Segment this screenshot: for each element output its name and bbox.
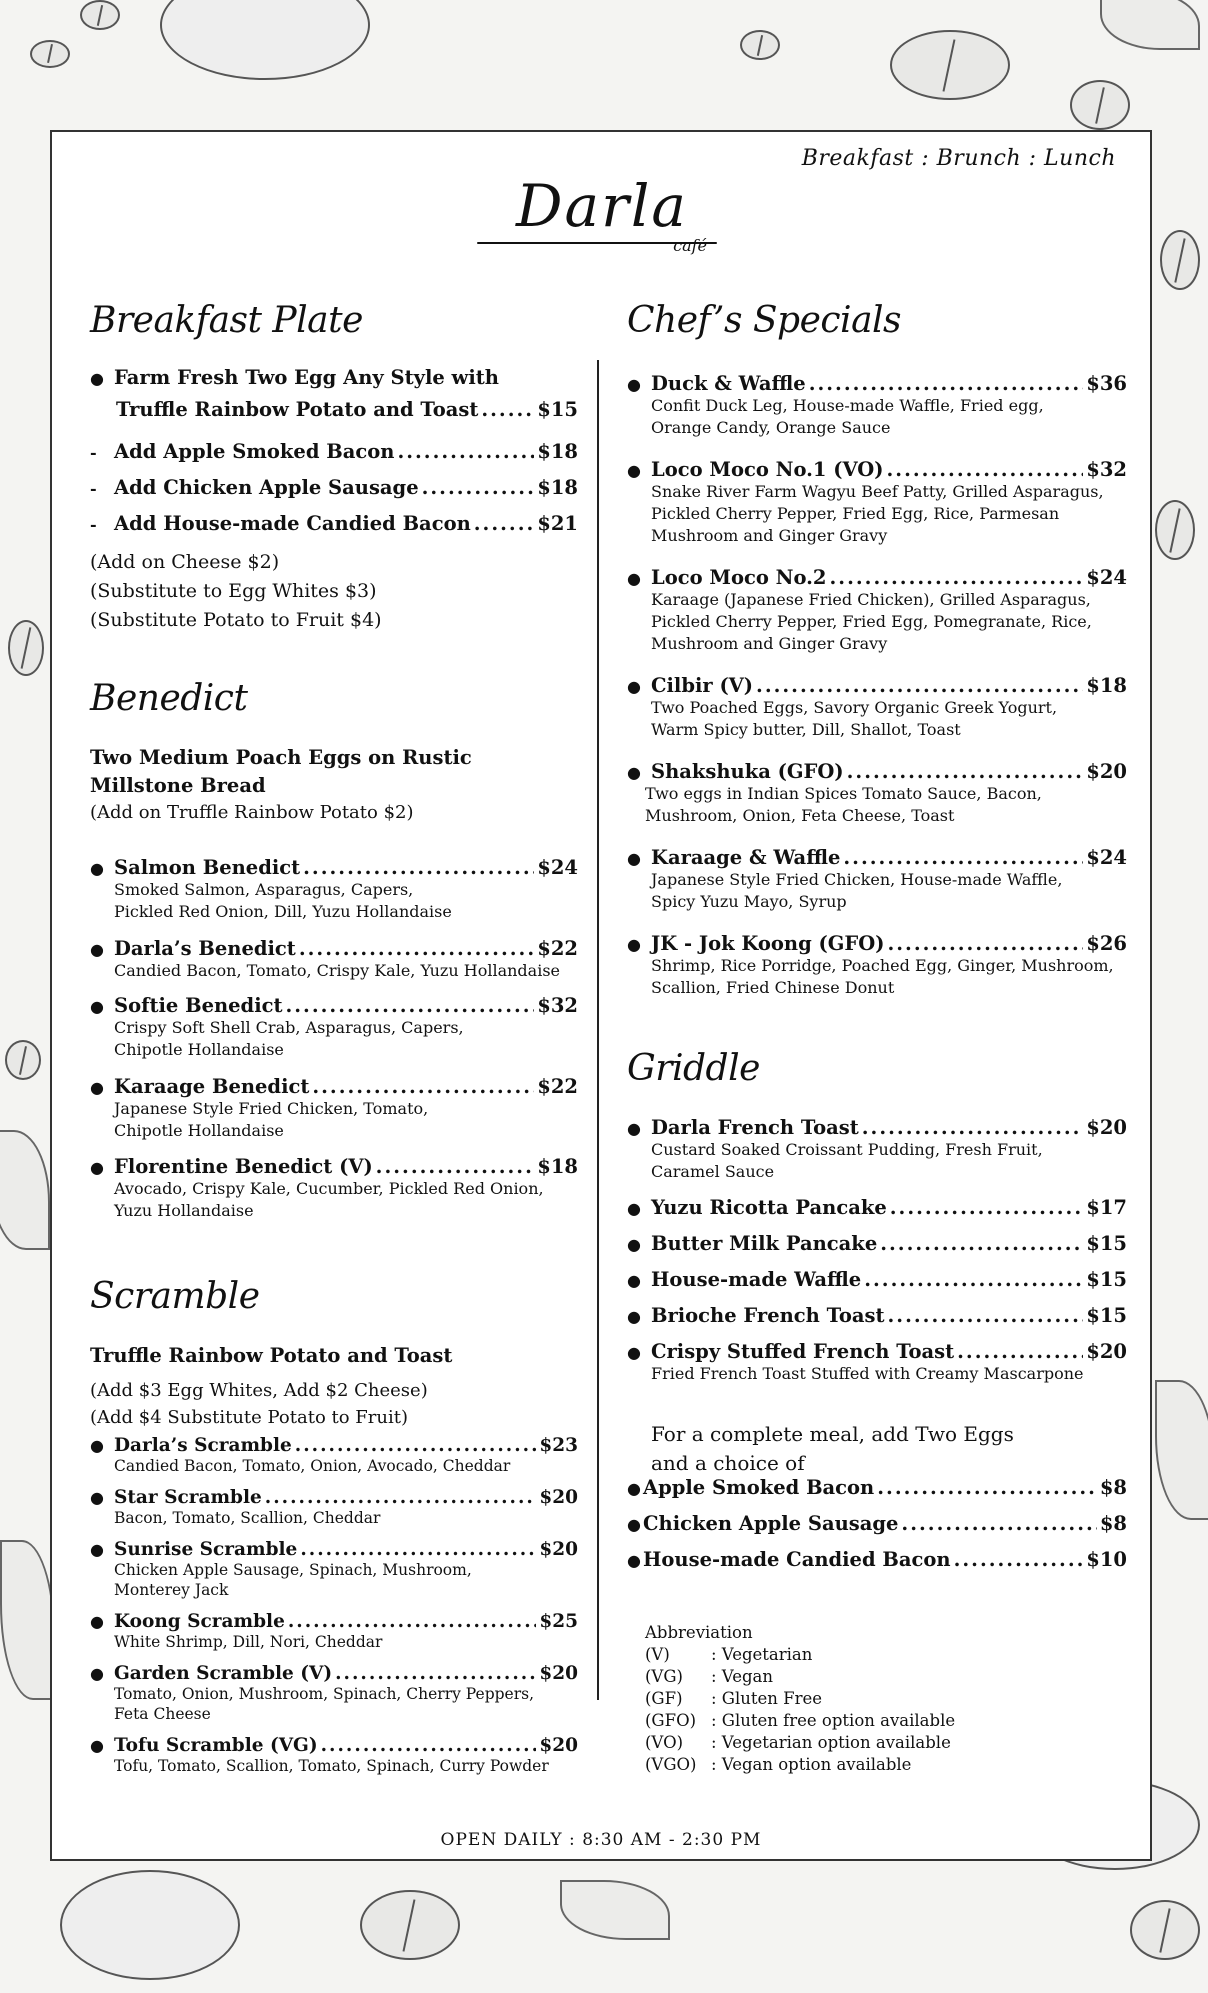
coffee-bean-icon xyxy=(890,30,1010,100)
note-line: For a complete meal, add Two Eggs xyxy=(651,1422,1014,1446)
item-name: Brioche French Toast xyxy=(651,1304,885,1327)
menu-item: ● Loco Moco No.2 ..... $24 Karaage (Japanese Fried Chicken), Grilled Asparagus, Pickled Cherry Pepper, Fried Egg, Pomegranate, Rice, Mushroom and Ginger Gravy xyxy=(627,566,1127,655)
scramble-notes xyxy=(90,1377,428,1431)
tagline: Breakfast : Brunch : Lunch xyxy=(801,146,1116,171)
leaf-icon xyxy=(1155,1380,1208,1520)
coffee-bean-icon xyxy=(1160,230,1200,290)
menu-card xyxy=(50,130,1152,1861)
coffee-bean-icon xyxy=(1070,80,1130,130)
menu-item: ● JK - Jok Koong (GFO) ..... $26 Shrimp, Rice Porridge, Poached Egg, Ginger, Mushroom, Scallion, Fried Chinese Donut xyxy=(627,932,1127,999)
item-price: $20 xyxy=(539,1735,578,1756)
menu-item: ● Yuzu Ricotta Pancake ..... $17 xyxy=(627,1196,1127,1219)
item-price: $20 xyxy=(1086,1116,1127,1139)
item-price: $25 xyxy=(539,1611,578,1632)
logo-subtext: café xyxy=(673,236,707,255)
leaf-icon xyxy=(0,1540,55,1700)
item-description: Custard Soaked Croissant Pudding, Fresh Fruit, Caramel Sauce xyxy=(651,1140,1043,1181)
bullet-icon: ● xyxy=(90,369,104,388)
item-price: $15 xyxy=(1086,1304,1127,1327)
item-name: Koong Scramble xyxy=(114,1611,285,1632)
item-name: House-made Waffle xyxy=(651,1268,862,1291)
item-price: $17 xyxy=(1086,1196,1127,1219)
menu-item: ● Crispy Stuffed French Toast ..... $20 Fried French Toast Stuffed with Creamy Mascarpone xyxy=(627,1340,1127,1385)
note-line: (Substitute to Egg Whites $3) xyxy=(90,580,377,602)
leaf-icon xyxy=(560,1880,670,1940)
side-name: Chicken Apple Sausage xyxy=(643,1512,899,1535)
item-name: Farm Fresh Two Egg Any Style with xyxy=(114,366,499,389)
item-price: $23 xyxy=(539,1435,578,1456)
leaf-icon xyxy=(0,1130,50,1250)
item-price: $22 xyxy=(537,937,578,960)
item-name: Shakshuka (GFO) xyxy=(651,760,844,783)
item-description: Crispy Soft Shell Crab, Asparagus, Capers, Chipotle Hollandaise xyxy=(114,1018,464,1059)
section-title-scramble: Scramble xyxy=(90,1276,260,1317)
item-description: Candied Bacon, Tomato, Onion, Avocado, Cheddar xyxy=(114,1457,511,1475)
menu-item: ● Florentine Benedict (V) ..... $18 Avocado, Crispy Kale, Cucumber, Pickled Red Onion, Yuzu Hollandaise xyxy=(90,1155,578,1222)
item-price: $24 xyxy=(1086,846,1127,869)
menu-item: ● House-made Waffle ..... $15 xyxy=(627,1268,1127,1291)
menu-item: ● Garden Scramble (V) ..... $20 Tomato, Onion, Mushroom, Spinach, Cherry Peppers, Feta Cheese xyxy=(90,1663,578,1724)
item-price: $18 xyxy=(537,1155,578,1178)
opening-hours: OPEN DAILY : 8:30 AM - 2:30 PM xyxy=(440,1830,762,1850)
menu-item: ● Tofu Scramble (VG) ..... $20 Tofu, Tomato, Scallion, Tomato, Spinach, Curry Powder xyxy=(90,1735,578,1776)
item-description: Two Poached Eggs, Savory Organic Greek Yogurt, Warm Spicy butter, Dill, Shallot, Toast xyxy=(651,698,1058,739)
coffee-cup-icon xyxy=(160,0,370,80)
note-line: (Add on Cheese $2) xyxy=(90,551,280,573)
item-name: Darla’s Benedict xyxy=(114,937,296,960)
item-name: Salmon Benedict xyxy=(114,856,301,879)
leaf-icon xyxy=(1100,0,1200,50)
item-description: Avocado, Crispy Kale, Cucumber, Pickled Red Onion, Yuzu Hollandaise xyxy=(114,1179,544,1220)
item-description: Snake River Farm Wagyu Beef Patty, Grilled Asparagus, Pickled Cherry Pepper, Fried Egg, Rice, Parmesan Mushroom and Ginger Gravy xyxy=(651,482,1104,545)
coffee-bean-icon xyxy=(1130,1900,1200,1960)
addon-price: $18 xyxy=(537,440,578,463)
section-title-benedict: Benedict xyxy=(90,678,248,719)
coffee-bean-icon xyxy=(8,620,44,676)
item-price: $15 xyxy=(1086,1232,1127,1255)
addon-name: Add Chicken Apple Sausage xyxy=(114,476,419,499)
item-name: Crispy Stuffed French Toast xyxy=(651,1340,955,1363)
item-name: Duck & Waffle xyxy=(651,372,806,395)
item-name: Truffle Rainbow Potato and Toast xyxy=(116,398,479,421)
side-name: Apple Smoked Bacon xyxy=(643,1476,875,1499)
item-name: Yuzu Ricotta Pancake xyxy=(651,1196,887,1219)
item-price: $22 xyxy=(537,1075,578,1098)
abbreviation-title: Abbreviation xyxy=(645,1623,753,1642)
item-description: Fried French Toast Stuffed with Creamy Mascarpone xyxy=(651,1364,1084,1383)
item-name: Karaage Benedict xyxy=(114,1075,310,1098)
menu-item: ● Darla’s Benedict ..... $22 Candied Bacon, Tomato, Crispy Kale, Yuzu Hollandaise xyxy=(90,937,578,982)
item-price: $20 xyxy=(539,1487,578,1508)
item-price: $15 xyxy=(537,398,578,421)
logo-text: Darla xyxy=(516,172,688,240)
item-description: Karaage (Japanese Fried Chicken), Grilled Asparagus, Pickled Cherry Pepper, Fried Egg, Pomegranate, Rice, Mushroom and Ginger Gravy xyxy=(651,590,1092,653)
menu-item: ● Karaage Benedict ..... $22 Japanese Style Fried Chicken, Tomato, Chipotle Hollandaise xyxy=(90,1075,578,1142)
item-price: $15 xyxy=(1086,1268,1127,1291)
section-title-chefs-specials: Chef’s Specials xyxy=(627,300,902,341)
menu-item: ● Star Scramble ..... $20 Bacon, Tomato, Scallion, Cheddar xyxy=(90,1487,578,1528)
item-description: Smoked Salmon, Asparagus, Capers, Pickled Red Onion, Dill, Yuzu Hollandaise xyxy=(114,880,452,921)
side-item: ● House-made Candied Bacon ..... $10 xyxy=(627,1548,1127,1571)
addon-item: - Add Chicken Apple Sausage ..... $18 xyxy=(90,476,578,499)
item-name: JK - Jok Koong (GFO) xyxy=(651,932,885,955)
item-name: Tofu Scramble (VG) xyxy=(114,1735,318,1756)
breakfast-notes xyxy=(90,548,382,635)
item-name: Loco Moco No.1 (VO) xyxy=(651,458,884,481)
benedict-subhead: Two Medium Poach Eggs on Rustic Millstone Bread xyxy=(90,746,472,797)
abbreviation-table: (V) : Vegetarian (VG) : Vegan (GF) : Gluten Free (GFO) : Gluten free option available (VO) : Vegetarian option available (VGO) : Vegan option available xyxy=(645,1645,956,1774)
item-price: $20 xyxy=(1086,1340,1127,1363)
menu-item: ● Sunrise Scramble ..... $20 Chicken Apple Sausage, Spinach, Mushroom, Monterey Jack xyxy=(90,1539,578,1600)
item-description: Bacon, Tomato, Scallion, Cheddar xyxy=(114,1509,381,1527)
abbreviation-legend xyxy=(645,1622,955,1776)
side-price: $10 xyxy=(1086,1548,1127,1571)
item-price: $26 xyxy=(1086,932,1127,955)
coffee-cup-icon xyxy=(60,1870,240,1980)
item-price: $18 xyxy=(1086,674,1127,697)
menu-item: ● Cilbir (V) ..... $18 Two Poached Eggs, Savory Organic Greek Yogurt, Warm Spicy butter, Dill, Shallot, Toast xyxy=(627,674,1127,741)
item-description: Japanese Style Fried Chicken, House-made Waffle, Spicy Yuzu Mayo, Syrup xyxy=(651,870,1063,911)
note-line: (Add $3 Egg Whites, Add $2 Cheese) xyxy=(90,1380,428,1401)
item-name: Sunrise Scramble xyxy=(114,1539,298,1560)
item-name: Loco Moco No.2 xyxy=(651,566,827,589)
note-line: (Substitute Potato to Fruit $4) xyxy=(90,609,382,631)
side-name: House-made Candied Bacon xyxy=(643,1548,951,1571)
item-name: Darla French Toast xyxy=(651,1116,859,1139)
addon-price: $18 xyxy=(537,476,578,499)
menu-item: ● Darla’s Scramble ..... $23 Candied Bacon, Tomato, Onion, Avocado, Cheddar xyxy=(90,1435,578,1476)
addon-name: Add Apple Smoked Bacon xyxy=(114,440,395,463)
addon-item: - Add Apple Smoked Bacon ..... $18 xyxy=(90,440,578,463)
item-description: Tofu, Tomato, Scallion, Tomato, Spinach, Curry Powder xyxy=(114,1757,549,1775)
menu-item: ● Salmon Benedict ..... $24 Smoked Salmon, Asparagus, Capers, Pickled Red Onion, Dill, Yuzu Hollandaise xyxy=(90,856,578,923)
side-item: ● Chicken Apple Sausage ..... $8 xyxy=(627,1512,1127,1535)
coffee-bean-icon xyxy=(80,0,120,30)
item-price: $24 xyxy=(537,856,578,879)
coffee-bean-icon xyxy=(1155,500,1195,560)
item-description: Chicken Apple Sausage, Spinach, Mushroom, Monterey Jack xyxy=(114,1561,472,1599)
side-item: ● Apple Smoked Bacon ..... $8 xyxy=(627,1476,1127,1499)
item-description: White Shrimp, Dill, Nori, Cheddar xyxy=(114,1633,383,1651)
menu-item: ● Butter Milk Pancake ..... $15 xyxy=(627,1232,1127,1255)
menu-item: ● Karaage & Waffle ..... $24 Japanese Style Fried Chicken, House-made Waffle, Spicy Yuzu Mayo, Syrup xyxy=(627,846,1127,913)
item-name: Darla’s Scramble xyxy=(114,1435,292,1456)
complete-meal-note xyxy=(651,1420,1014,1478)
benedict-note: (Add on Truffle Rainbow Potato $2) xyxy=(90,802,414,823)
scramble-subhead: Truffle Rainbow Potato and Toast xyxy=(90,1344,453,1367)
coffee-bean-icon xyxy=(5,1040,41,1080)
item-price: $24 xyxy=(1086,566,1127,589)
item-name: Star Scramble xyxy=(114,1487,262,1508)
item-price: $20 xyxy=(539,1539,578,1560)
menu-item: ● Softie Benedict ..... $32 Crispy Soft Shell Crab, Asparagus, Capers, Chipotle Hollandaise xyxy=(90,994,578,1061)
item-name: Garden Scramble (V) xyxy=(114,1663,333,1684)
coffee-bean-icon xyxy=(360,1890,460,1960)
item-description: Japanese Style Fried Chicken, Tomato, Chipotle Hollandaise xyxy=(114,1099,429,1140)
note-line: (Add $4 Substitute Potato to Fruit) xyxy=(90,1407,408,1428)
cafe-logo xyxy=(467,172,737,262)
menu-item: ● Loco Moco No.1 (VO) ..... $32 Snake River Farm Wagyu Beef Patty, Grilled Asparagus, Pickled Cherry Pepper, Fried Egg, Rice, Parmesan Mushroom and Ginger Gravy xyxy=(627,458,1127,547)
item-description: Confit Duck Leg, House-made Waffle, Fried egg, Orange Candy, Orange Sauce xyxy=(651,396,1044,437)
item-description: Tomato, Onion, Mushroom, Spinach, Cherry Peppers, Feta Cheese xyxy=(114,1685,535,1723)
menu-item: ● Shakshuka (GFO) ..... $20 Two eggs in Indian Spices Tomato Sauce, Bacon, Mushroom, Onion, Feta Cheese, Toast xyxy=(627,760,1127,827)
item-name: Softie Benedict xyxy=(114,994,283,1017)
note-line: and a choice of xyxy=(651,1451,805,1475)
section-title-breakfast-plate: Breakfast Plate xyxy=(90,300,363,341)
item-description: Two eggs in Indian Spices Tomato Sauce, Bacon, Mushroom, Onion, Feta Cheese, Toast xyxy=(645,784,1042,825)
side-price: $8 xyxy=(1099,1512,1127,1535)
menu-item: ● Koong Scramble ..... $25 White Shrimp, Dill, Nori, Cheddar xyxy=(90,1611,578,1652)
item-price: $32 xyxy=(537,994,578,1017)
menu-item-breakfast-plate xyxy=(90,366,578,421)
item-name: Florentine Benedict (V) xyxy=(114,1155,373,1178)
addon-name: Add House-made Candied Bacon xyxy=(114,512,471,535)
column-divider xyxy=(597,360,599,1700)
section-title-griddle: Griddle xyxy=(627,1048,760,1089)
side-price: $8 xyxy=(1099,1476,1127,1499)
item-description: Shrimp, Rice Porridge, Poached Egg, Ginger, Mushroom, Scallion, Fried Chinese Donut xyxy=(651,956,1114,997)
menu-item: ● Brioche French Toast ..... $15 xyxy=(627,1304,1127,1327)
item-name: Karaage & Waffle xyxy=(651,846,841,869)
item-description: Candied Bacon, Tomato, Crispy Kale, Yuzu Hollandaise xyxy=(114,961,560,980)
menu-item: ● Darla French Toast ..... $20 Custard Soaked Croissant Pudding, Fresh Fruit, Caramel Sauce xyxy=(627,1116,1127,1183)
coffee-bean-icon xyxy=(740,30,780,60)
menu-item: ● Duck & Waffle ..... $36 Confit Duck Leg, House-made Waffle, Fried egg, Orange Candy, Orange Sauce xyxy=(627,372,1127,439)
item-price: $36 xyxy=(1086,372,1127,395)
addon-item: - Add House-made Candied Bacon ..... $21 xyxy=(90,512,578,535)
item-name: Butter Milk Pancake xyxy=(651,1232,878,1255)
item-price: $20 xyxy=(539,1663,578,1684)
coffee-bean-icon xyxy=(30,40,70,68)
addon-price: $21 xyxy=(537,512,578,535)
item-price: $32 xyxy=(1086,458,1127,481)
item-name: Cilbir (V) xyxy=(651,674,754,697)
item-price: $20 xyxy=(1086,760,1127,783)
